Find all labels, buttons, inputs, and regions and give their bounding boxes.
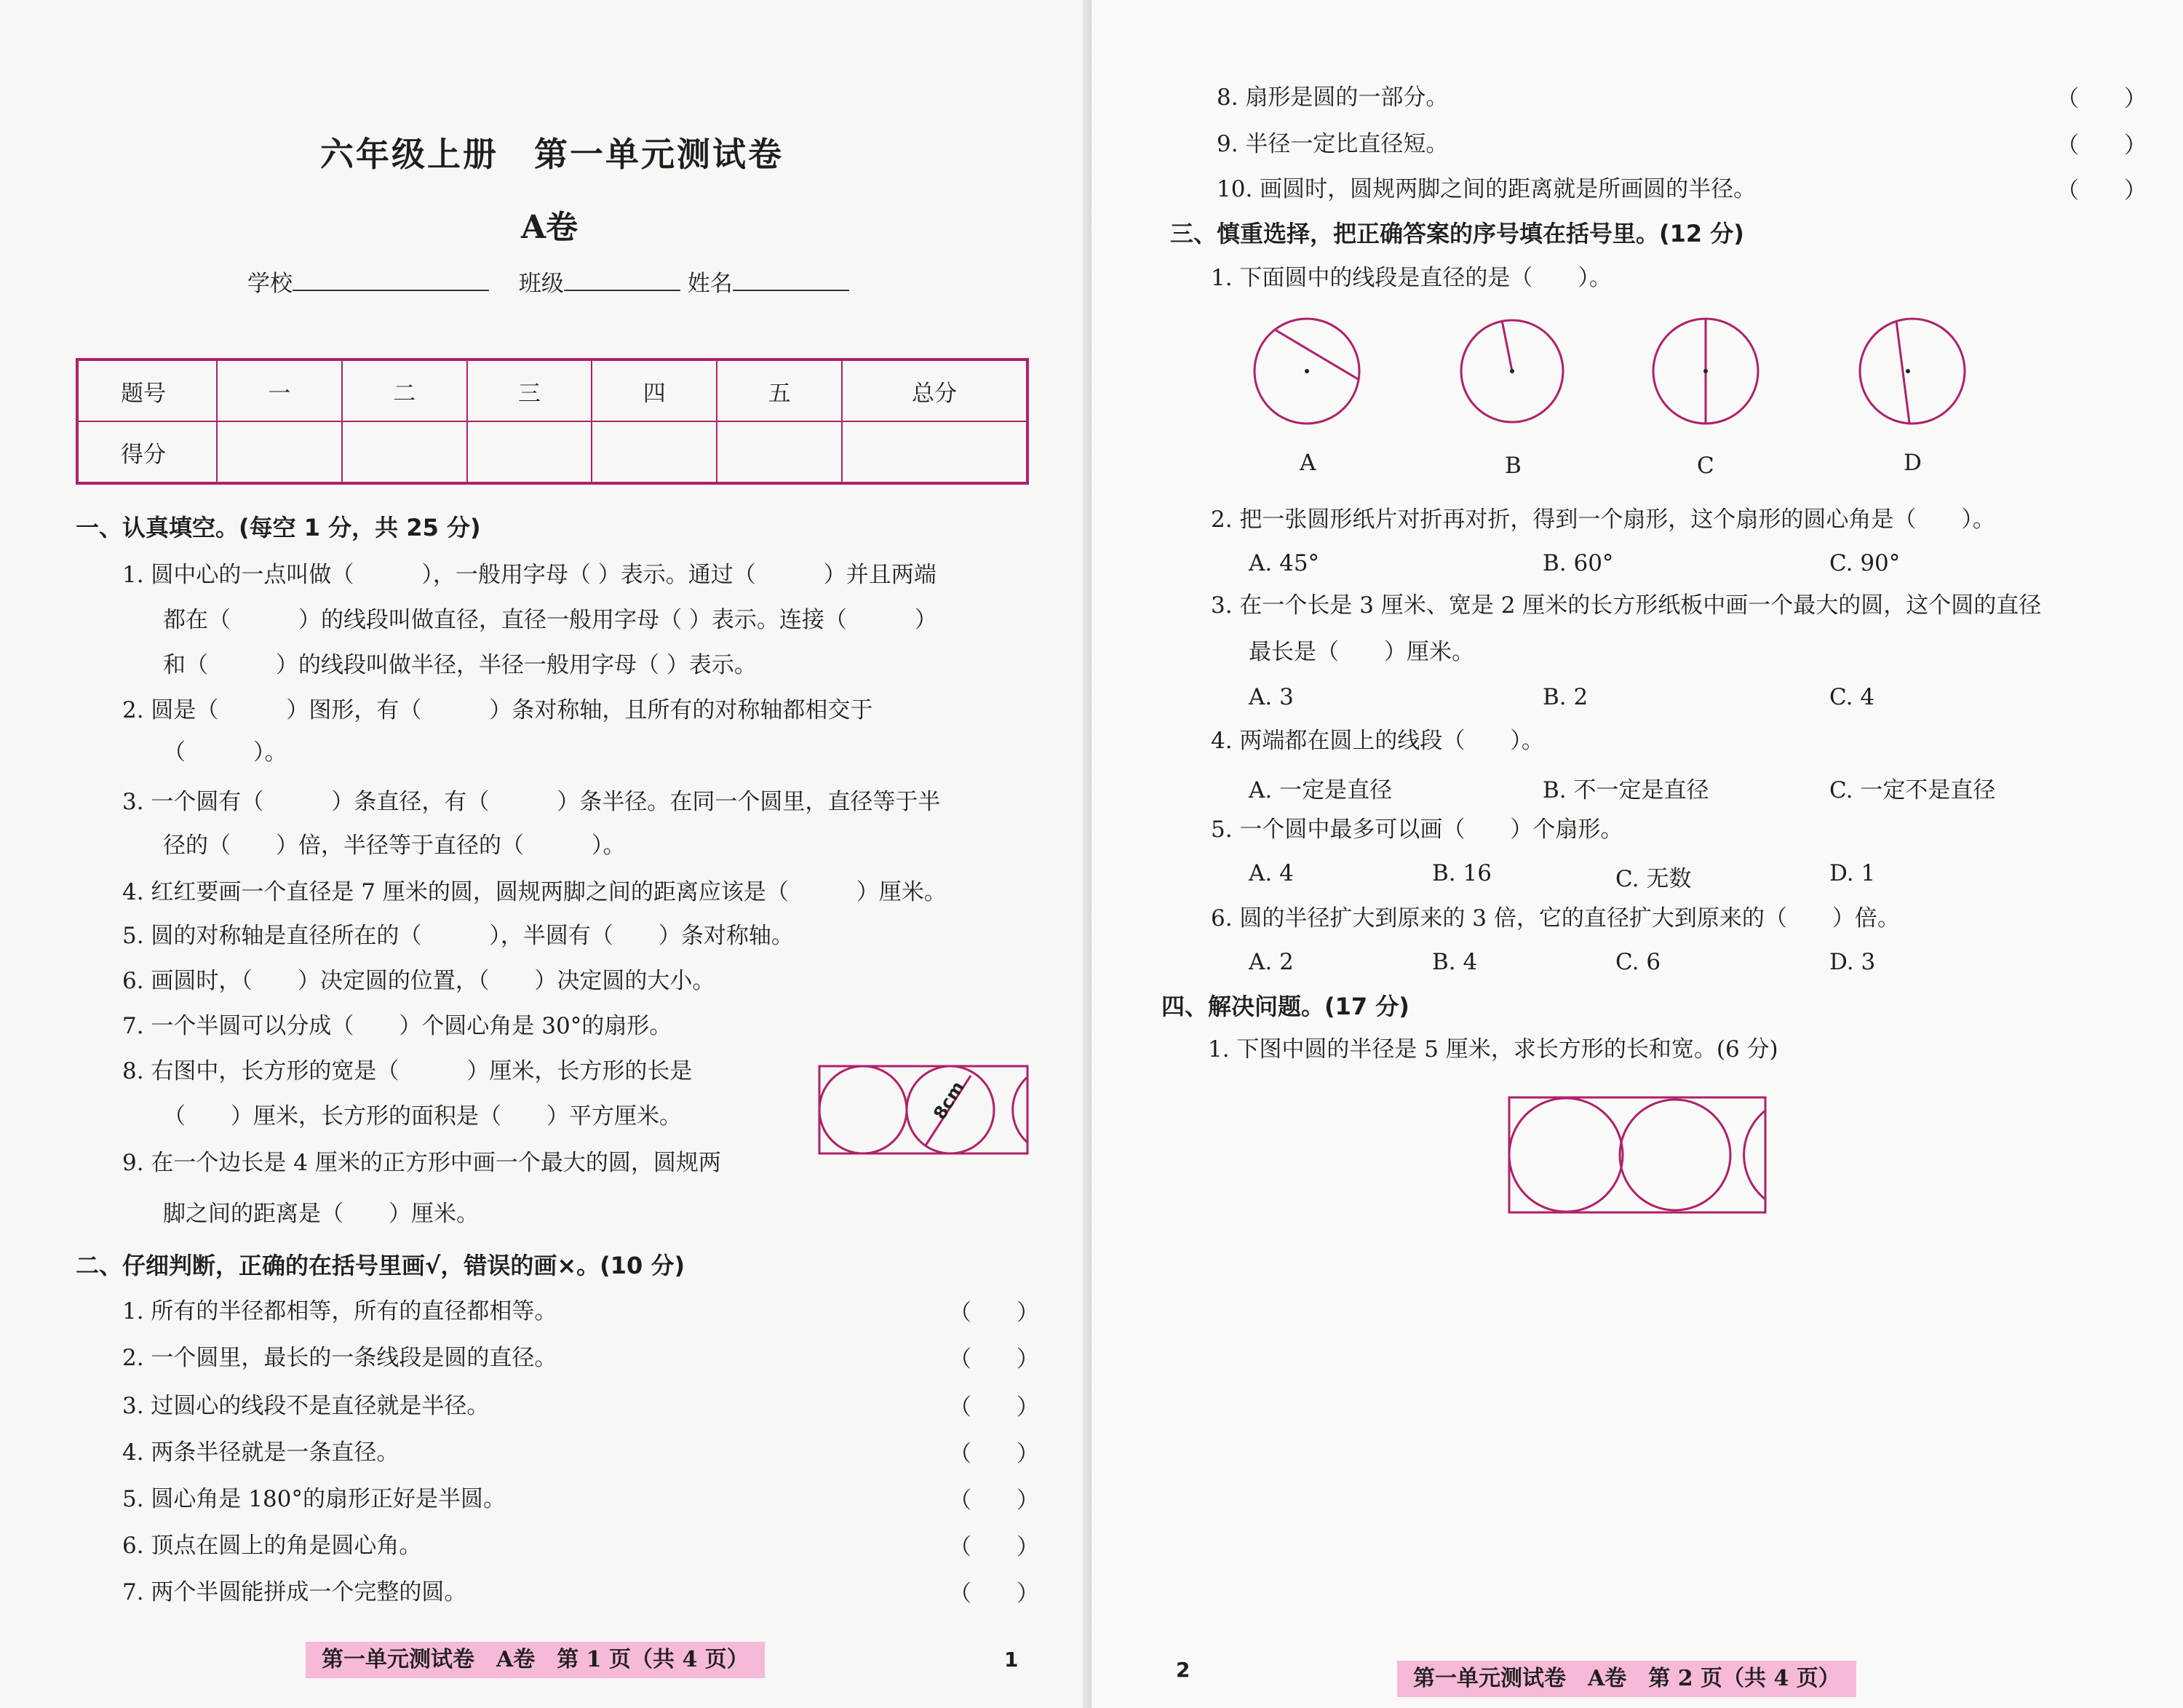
option-label: B: [1505, 453, 1522, 479]
section2-heading: 二、仔细判断，正确的在括号里画√，错误的画×。(10 分): [76, 1252, 685, 1279]
option: D. 3: [1829, 949, 1876, 975]
judge-item: 2. 一个圆里，最长的一条线段是圆的直径。: [122, 1345, 557, 1371]
circle-option-d: [1857, 313, 1968, 429]
section4-heading: 四、解决问题。(17 分): [1161, 993, 1409, 1020]
answer-bracket[interactable]: （ ）: [949, 1346, 1039, 1373]
option: C. 6: [1615, 949, 1661, 975]
option: C. 90°: [1829, 550, 1901, 576]
option: B. 4: [1432, 949, 1478, 975]
exam-page-2: [1092, 0, 2183, 1708]
s1-line: 4. 红红要画一个直径是 7 厘米的圆，圆规两脚之间的距离应该是（ ）厘米。: [122, 879, 947, 905]
rectangle-circles-figure: [1508, 1096, 1767, 1214]
choice-q2: 2. 把一张圆形纸片对折再对折，得到一个扇形，这个扇形的圆心角是（ ）。: [1211, 507, 1995, 533]
score-cell[interactable]: [842, 421, 1027, 483]
figure-length-label: 8cm: [929, 1077, 969, 1124]
score-cell[interactable]: [342, 421, 467, 483]
option: B. 16: [1432, 860, 1492, 886]
page1-number: 1: [1004, 1648, 1019, 1672]
judge-item: 5. 圆心角是 180°的扇形正好是半圆。: [122, 1486, 506, 1512]
answer-bracket[interactable]: （ ）: [949, 1487, 1039, 1514]
s1-line: 5. 圆的对称轴是直径所在的（ ），半圆有（ ）条对称轴。: [122, 923, 794, 949]
section3-heading: 三、慎重选择，把正确答案的序号填在括号里。(12 分): [1170, 220, 1744, 247]
circle-option-b: [1458, 314, 1566, 428]
option: A. 4: [1249, 860, 1294, 886]
score-header-cell: 五: [717, 360, 842, 421]
answer-bracket[interactable]: （ ）: [949, 1300, 1039, 1326]
circle-option-a: [1252, 313, 1362, 429]
score-table-header-row: [77, 360, 1027, 421]
answer-bracket[interactable]: （ ）: [949, 1581, 1039, 1607]
choice-q5: 5. 一个圆中最多可以画（ ）个扇形。: [1211, 817, 1623, 843]
s1-line: 都在（ ）的线段叫做直径，直径一般用字母（ ）表示。连接（ ）: [163, 607, 937, 633]
option-label: D: [1904, 450, 1922, 476]
score-header-cell: 二: [342, 360, 467, 421]
section1-heading: 一、认真填空。(每空 1 分，共 25 分): [76, 514, 481, 541]
option: A. 一定是直径: [1249, 777, 1393, 803]
score-header-cell: 四: [592, 360, 717, 421]
page2-footer: 第一单元测试卷 A卷 第 2 页（共 4 页）: [1397, 1661, 1856, 1697]
score-header-cell: 三: [467, 360, 592, 421]
answer-bracket[interactable]: （ ）: [949, 1441, 1039, 1467]
option: B. 不一定是直径: [1543, 777, 1709, 803]
choice-q4: 4. 两端都在圆上的线段（ ）。: [1211, 728, 1544, 754]
exam-title: 六年级上册 第一单元测试卷: [320, 135, 784, 174]
option: B. 60°: [1543, 550, 1614, 576]
name-blank[interactable]: [733, 268, 849, 291]
s1-line: 2. 圆是（ ）图形，有（ ）条对称轴，且所有的对称轴都相交于: [122, 697, 873, 723]
answer-bracket[interactable]: （ ）: [2056, 132, 2147, 159]
page1-footer: 第一单元测试卷 A卷 第 1 页（共 4 页）: [306, 1642, 765, 1678]
s1-line: （ ）。: [163, 739, 287, 766]
s1-line: 7. 一个半圆可以分成（ ）个圆心角是 30°的扇形。: [122, 1013, 672, 1039]
s1-line: 8. 右图中，长方形的宽是（ ）厘米，长方形的长是: [122, 1058, 693, 1084]
judge-item: 9. 半径一定比直径短。: [1217, 131, 1449, 157]
judge-item: 4. 两条半径就是一条直径。: [122, 1439, 399, 1466]
choice-q3: 3. 在一个长是 3 厘米、宽是 2 厘米的长方形纸板中画一个最大的圆，这个圆的直径: [1211, 592, 2042, 619]
option-label: C: [1697, 453, 1714, 479]
class-label: 班级: [518, 271, 564, 297]
answer-bracket[interactable]: （ ）: [2056, 178, 2147, 204]
option: D. 1: [1829, 860, 1876, 886]
circle-option-c: [1650, 313, 1761, 429]
s1-line: 3. 一个圆有（ ）条直径，有（ ）条半径。在同一个圆里，直径等于半: [122, 789, 941, 815]
score-row-label: 得分: [77, 421, 217, 483]
option: A. 45°: [1249, 550, 1320, 576]
score-header-cell: 总分: [842, 360, 1027, 421]
score-cell[interactable]: [217, 421, 342, 483]
s1-line: 6. 画圆时，（ ）决定圆的位置，（ ）决定圆的大小。: [122, 968, 715, 994]
choice-q3-cont: 最长是（ ）厘米。: [1249, 639, 1474, 665]
class-blank[interactable]: [564, 268, 680, 291]
s1-line: （ ）厘米，长方形的面积是（ ）平方厘米。: [163, 1103, 682, 1129]
score-table: [76, 358, 1029, 485]
page2-number: 2: [1176, 1658, 1190, 1682]
s1-line: 脚之间的距离是（ ）厘米。: [163, 1201, 479, 1227]
option: A. 3: [1249, 684, 1294, 710]
answer-bracket[interactable]: （ ）: [949, 1394, 1039, 1421]
answer-bracket[interactable]: （ ）: [2056, 86, 2147, 112]
exam-subtitle: A卷: [521, 209, 578, 246]
s1-line: 1. 圆中心的一点叫做（ ），一般用字母（ ）表示。通过（ ）并且两端: [122, 562, 937, 588]
score-header-cell: 题号: [77, 360, 217, 421]
problem-q1: 1. 下图中圆的半径是 5 厘米，求长方形的长和宽。(6 分): [1208, 1036, 1778, 1062]
school-blank[interactable]: [293, 268, 489, 291]
score-cell[interactable]: [592, 421, 717, 483]
score-cell[interactable]: [717, 421, 842, 483]
judge-item: 3. 过圆心的线段不是直径就是半径。: [122, 1393, 490, 1419]
option: C. 一定不是直径: [1829, 777, 1996, 803]
s1-line: 径的（ ）倍，半径等于直径的（ ）。: [163, 833, 626, 859]
score-cell[interactable]: [467, 421, 592, 483]
s1-line: 9. 在一个边长是 4 厘米的正方形中画一个最大的圆，圆规两: [122, 1150, 721, 1176]
option-label: A: [1300, 450, 1316, 476]
school-label: 学校: [247, 271, 293, 297]
judge-item: 10. 画圆时，圆规两脚之间的距离就是所画圆的半径。: [1217, 176, 1757, 202]
judge-item: 8. 扇形是圆的一部分。: [1217, 84, 1449, 111]
option: A. 2: [1249, 949, 1294, 975]
choice-q1: 1. 下面圆中的线段是直径的是（ ）。: [1211, 265, 1612, 291]
judge-item: 1. 所有的半径都相等，所有的直径都相等。: [122, 1298, 557, 1324]
s1-line: 和（ ）的线段叫做半径，半径一般用字母（ ）表示。: [163, 652, 757, 678]
judge-item: 7. 两个半圆能拼成一个完整的圆。: [122, 1579, 467, 1605]
choice-q6: 6. 圆的半径扩大到原来的 3 倍，它的直径扩大到原来的（ ）倍。: [1211, 905, 1900, 932]
rectangle-three-circles-figure: [818, 1064, 1029, 1156]
option: C. 4: [1829, 684, 1875, 710]
score-header-cell: 一: [217, 360, 342, 421]
name-label: 姓名: [687, 271, 733, 297]
score-table-score-row: [77, 421, 1027, 483]
judge-item: 6. 顶点在圆上的角是圆心角。: [122, 1533, 422, 1559]
student-info-line: [247, 268, 849, 298]
option: B. 2: [1543, 684, 1588, 710]
option: C. 无数: [1615, 866, 1692, 892]
answer-bracket[interactable]: （ ）: [949, 1534, 1039, 1560]
